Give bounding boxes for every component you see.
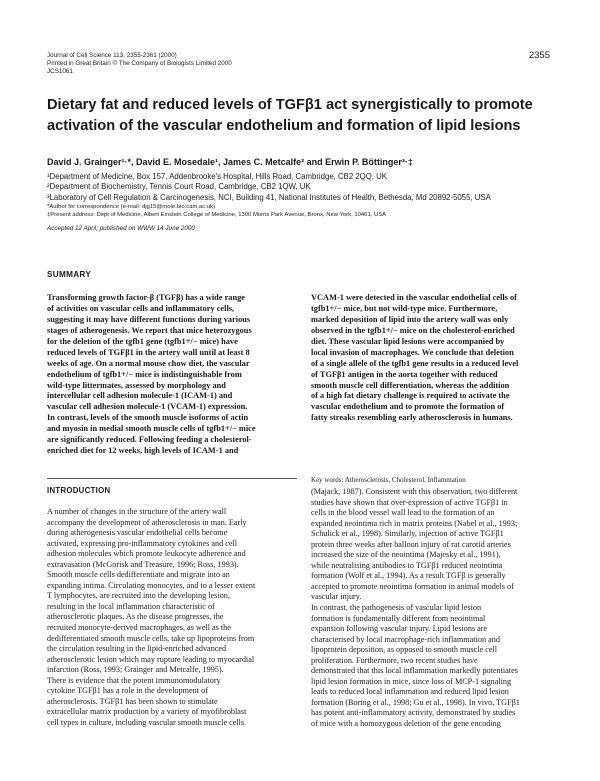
body-line: during atherogenesis vascular endothelial cells become <box>47 528 228 538</box>
introduction-heading: INTRODUCTION <box>47 486 111 495</box>
summary-line: observed in the tgfb1+/− mice on the cholesterol-enriched <box>311 325 515 335</box>
body-line: protein three weeks after balloon injury of rat carotid arteries <box>311 539 511 549</box>
summary-line: vascular cell adhesion molecule-1 (VCAM-1) expression. <box>47 402 248 412</box>
journal-code: JCS1061 <box>47 68 73 76</box>
summary-line: of activities on vascular cells and inflammatory cells, <box>47 303 235 313</box>
author-list: David J. Grainger¹·*, David E. Mosedale¹, James C. Metcalfe² and Erwin P. Böttinger³·‡ <box>47 157 413 167</box>
summary-line: Transforming growth factor-β (TGFβ) has a wide range <box>47 293 245 302</box>
body-line: studies have shown that over-expression of active TGFβ1 in <box>311 497 508 507</box>
body-line: while neutralising antibodies to TGFβ1 reduced neointima <box>311 560 503 570</box>
body-line: the circulation resulting in the lipid-enriched advanced <box>47 644 227 654</box>
article-title <box>47 95 567 137</box>
summary-line: vascular endothelium and to promote the formation of <box>311 402 505 412</box>
summary-line: intercellular cell adhesion molecule-1 (ICAM-1) and <box>47 391 233 401</box>
title-line: Dietary fat and reduced levels of TGFβ1 act synergistically to promote <box>47 97 533 113</box>
introduction-left-column <box>47 507 299 728</box>
summary-line: VCAM-1 were detected in the vascular endothelial cells of <box>311 293 517 302</box>
body-line: activated, expressing pro-inflammatory cytokines and cell <box>47 538 238 548</box>
body-line: expanding intima. Circulating monocytes, and to a lesser extent <box>47 580 256 590</box>
body-line: A number of changes in the structure of the artery wall <box>47 507 227 516</box>
summary-right-column <box>311 293 561 424</box>
summary-line: reduced levels of TGFβ1 in the artery wall until at least 8 <box>47 347 250 357</box>
summary-line: for the deletion of the tgfb1 gene (tgfb1+/− mice) have <box>47 336 238 346</box>
summary-line: wild-type littermates, assessed by morphology and <box>47 380 226 390</box>
body-line: dedifferentiated smooth muscle cells, take up lipoproteins from <box>47 633 255 643</box>
summary-heading: SUMMARY <box>47 270 92 279</box>
body-line: recruited monocyte-derived macrophages, as well as the <box>47 623 231 633</box>
author-notes <box>47 203 386 220</box>
body-line: of mice with a homozygous deletion of the gene encoding <box>311 719 501 729</box>
summary-line: In contrast, levels of the smooth muscle isoforms of actin <box>47 413 249 423</box>
body-line: vascular injury. <box>311 592 362 602</box>
journal-copyright: Printed in Great Britain © The Company of Biologists Limited 2000 <box>47 60 232 68</box>
body-line: accompany the development of atherosclerosis in man. Early <box>47 517 247 527</box>
body-line: atherosclerotic lesion which may rupture leading to myocardial <box>47 654 255 664</box>
introduction-right-column <box>311 487 563 730</box>
section-divider <box>47 478 297 479</box>
summary-line: tgfb1+/− mice, but not wild-type mice. Furthermore, <box>311 303 498 313</box>
body-line: increased the size of the neointima (Majesky et al., 1991), <box>311 550 501 560</box>
body-line: T lymphocytes, are recruited into the developing lesion, <box>47 591 230 601</box>
body-line: infarction (Ross, 1993; Grainger and Metcalfe, 1995). <box>47 665 224 675</box>
body-line: lipid lesion formation in mice, since loss of MCP-1 signaling <box>311 676 512 686</box>
body-line: Schulick et al., 1998). Similarly, injection of active TGFβ1 <box>311 529 504 539</box>
summary-line: local invasion of macrophages. We conclude that deletion <box>311 347 514 357</box>
summary-line: are significantly reduced. Following feeding a cholesterol- <box>47 435 252 445</box>
body-line: cytokine TGFβ1 has a role in the development of <box>47 686 208 696</box>
body-line: demonstrated that this local inflammation markedly potentiates <box>311 666 518 676</box>
body-line: expansion following vascular injury. Lipid lesions are <box>311 624 488 634</box>
summary-line: of a single allele of the tgfb1 gene results in a reduced level <box>311 358 519 368</box>
body-line: cell types in culture, including vascular smooth muscle cells <box>47 717 245 727</box>
body-line: characterised by local macrophage-rich inflammation and <box>311 634 500 644</box>
body-line: proliferation. Furthermore, two recent studies have <box>311 655 478 665</box>
body-line: atherosclerotic plaques. As the disease progresses, the <box>47 612 224 622</box>
body-line: Smooth muscle cells dedifferentiate and migrate into an <box>47 570 230 580</box>
body-line: There is evidence that the potent immunomodulatory <box>47 675 221 685</box>
body-line: expanded neointima rich in matrix proteins (Nabel et al., 1993; <box>311 518 518 528</box>
summary-line: smooth muscle cell differentiation, whereas the addition <box>311 380 510 390</box>
accepted-date: Accepted 12 April; published on WWW 14 June 2000 <box>47 225 195 232</box>
body-line: adhesion molecules which promote leukocyte adherence and <box>47 549 246 559</box>
body-line: formation (Boring et al., 1998; Gu et al., 1998). In vivo, TGFβ1 <box>311 697 520 707</box>
summary-line: weeks of age. On a normal mouse chow diet, the vascular <box>47 358 250 368</box>
affiliation-line: ¹Department of Medicine, Box 157, Addenbrooke's Hospital, Hills Road, Cambridge, CB2 2QQ, UK <box>47 172 387 181</box>
affiliation-line: ²Department of Biochemistry, Tennis Court Road, Cambridge, CB2 1QW, UK <box>47 182 311 192</box>
body-line: cells in the blood vessel wall lead to the formation of an <box>311 508 495 518</box>
summary-left-column <box>47 293 297 457</box>
journal-header <box>47 52 232 77</box>
body-line: has potent anti-inflammatory activity, demonstrated by studies <box>311 708 516 718</box>
body-line: (Majack, 1987). Consistent with this observation, two different <box>311 487 518 496</box>
body-line: accepted to promote neointima formation in animal models of <box>311 581 514 591</box>
summary-line: suggesting it may have different functions during various <box>47 314 251 324</box>
keywords: Key words: Atherosclerosis, Cholesterol, Inflammation <box>311 476 466 484</box>
body-line: extravasation (McGorisk and Treasure, 1996; Ross, 1993). <box>47 559 239 569</box>
body-line: formation (Wolf et al., 1994). As a result TGFβ is generally <box>311 571 506 581</box>
title-line: activation of the vascular endothelium and formation of lipid lesions <box>47 118 521 134</box>
body-line: formation is fundamentally different from neointimal <box>311 613 486 623</box>
summary-line: stages of atherogenesis. We report that mice heterozygous <box>47 325 252 335</box>
summary-line: of TGFβ1 antigen in the aorta together with reduced <box>311 369 498 379</box>
summary-line: marked deposition of lipid into the artery wall was only <box>311 314 509 324</box>
summary-line: endothelium of tgfb1+/− mice is indistinguishable from <box>47 369 242 379</box>
page-number: 2355 <box>528 50 550 61</box>
body-line: In contrast, the pathogenesis of vascular lipid lesion <box>311 603 482 613</box>
summary-line: and myosin in medial smooth muscle cells of tgfb1+/− mice <box>47 424 256 434</box>
body-line: atherosclerosis. TGFβ1 has been shown to stimulate <box>47 696 218 706</box>
body-line: lipoprotein deposition, as opposed to smooth muscle cell <box>311 645 498 655</box>
affiliations <box>47 172 491 203</box>
correspondence-note: *Author for correspondence (e-mail: djg15@mole.bio.cam.ac.uk) <box>47 204 216 210</box>
present-address-note: ‡Present address: Dept of Medicine, Albert Einstein College of Medicine, 1300 Morris Park Avenue, Bronx, New York, 10461, USA <box>47 212 387 219</box>
summary-line: enriched diet for 12 weeks, high levels of ICAM-1 and <box>47 446 239 456</box>
body-line: extracellular matrix production by a variety of myofibroblast <box>47 707 247 717</box>
summary-line: fatty streaks resembling early atherosclerosis in humans. <box>311 413 513 423</box>
body-line: resulting in the local inflammation characteristic of <box>47 601 215 611</box>
body-line: leads to reduced local inflammation and reduced lipid lesion <box>311 687 509 697</box>
summary-line: diet. These vascular lipid lesions were accompanied by <box>311 336 505 346</box>
affiliation-line: ³Laboratory of Cell Regulation & Carcinogenesis, NCI, Building 41, National Institutes of Health, Bethesda, Md 20892-5055, USA <box>47 192 491 202</box>
journal-citation: Journal of Cell Science 113, 2355-2361 (2000) <box>47 52 177 59</box>
summary-line: of a high fat dietary challenge is required to activate the <box>311 391 510 401</box>
